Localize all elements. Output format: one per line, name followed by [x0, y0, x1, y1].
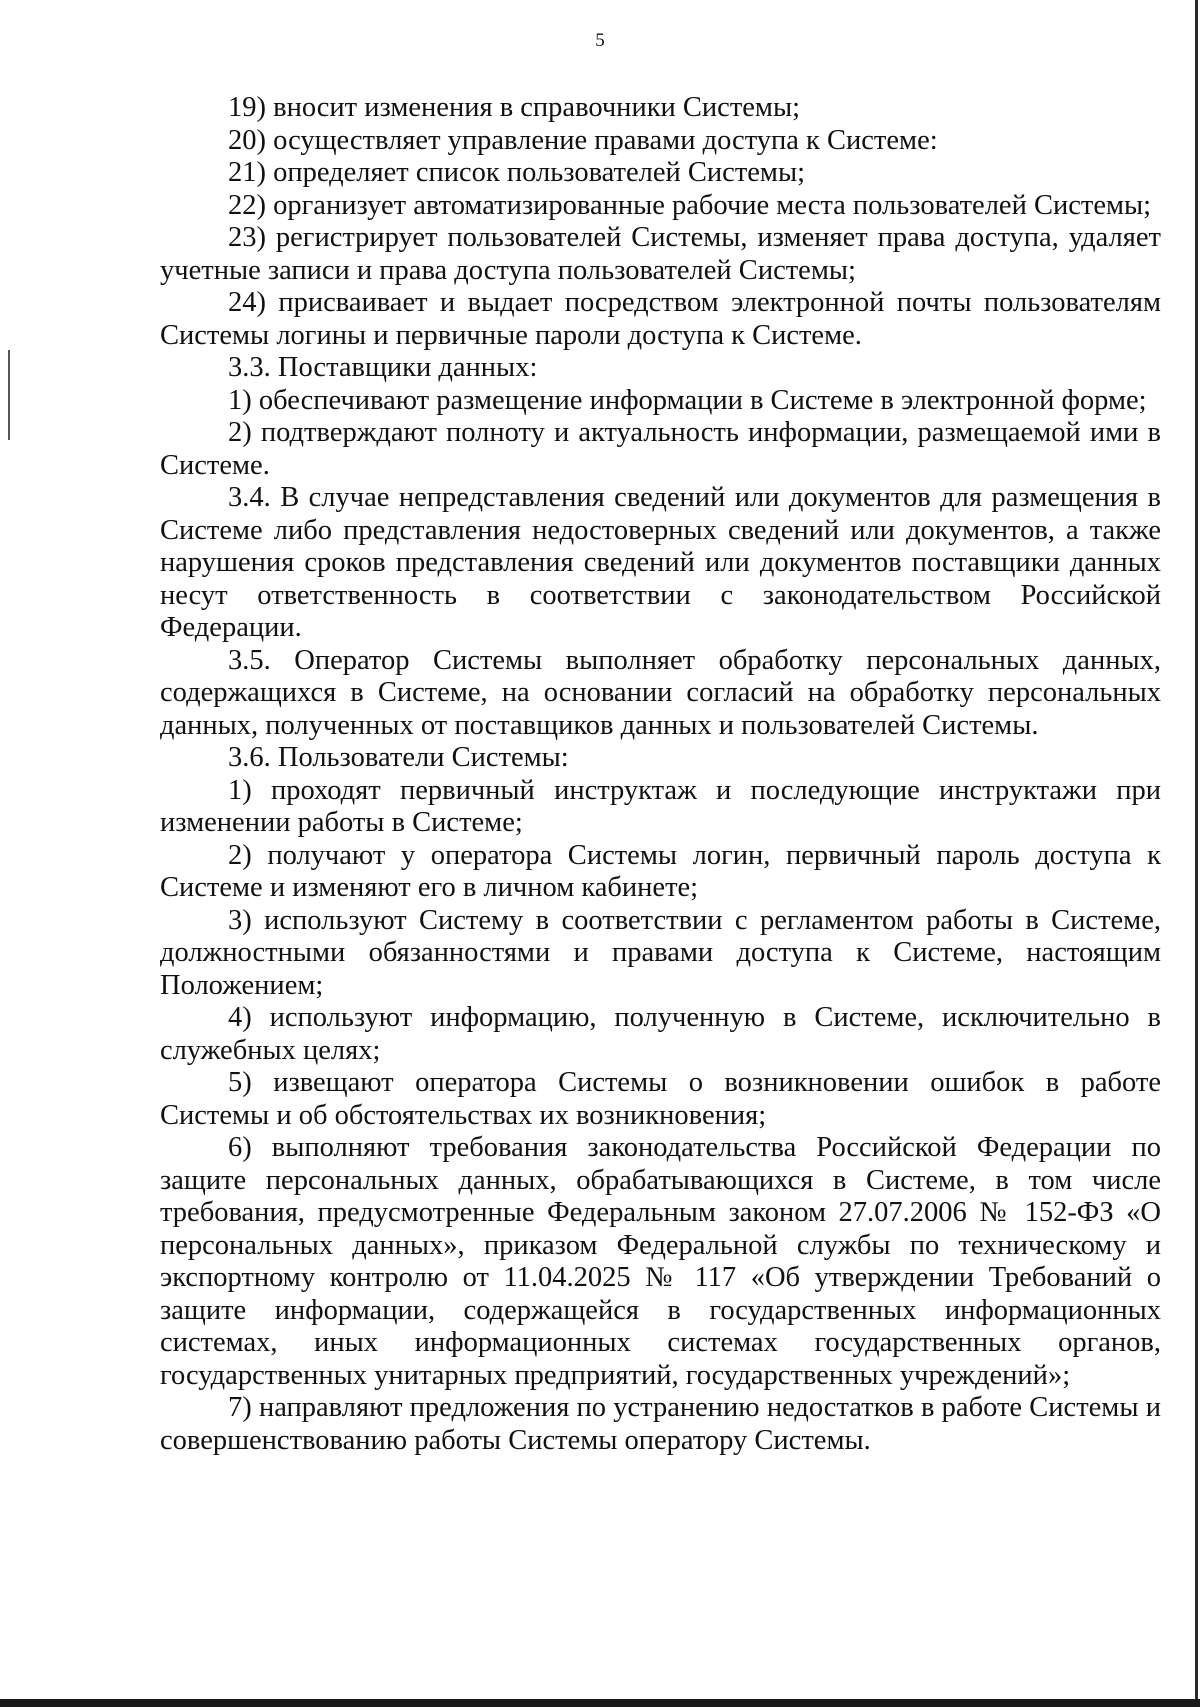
scan-right-border	[1195, 0, 1198, 1707]
scan-edge-mark	[8, 350, 10, 440]
paragraph: 3.4. В случае непредставления сведений или документов для размещения в Системе либо представления недостоверных сведений или документов, а также нарушения сроков представления сведений или документов поставщики данных несут ответственность в соответствии с законодательством Российской Федерации.	[160, 482, 1161, 643]
document-body	[160, 92, 1161, 1457]
section-heading: 3.6. Пользователи Системы:	[228, 742, 569, 773]
paragraph: 2) подтверждают полноту и актуальность информации, размещаемой ими в Системе.	[160, 417, 1161, 481]
paragraph: 23) регистрирует пользователей Системы, изменяет права доступа, удаляет учетные записи и права доступа пользователей Системы;	[160, 222, 1161, 286]
paragraph: 7) направляют предложения по устранению недостатков в работе Системы и совершенствованию работы Системы оператору Системы.	[160, 1392, 1161, 1456]
scan-bottom-border	[0, 1699, 1200, 1707]
paragraph: 20) осуществляет управление правами доступа к Системе:	[228, 124, 938, 156]
paragraph: 6) выполняют требования законодательства Российской Федерации по защите персональных данных, обрабатывающихся в Системе, в том числе требования, предусмотренные Федеральным законом 27.07.2006 № 152-ФЗ «О персональных данных», приказом Федеральной службы по техническому и экспортному контролю от 11.04.2025 № 117 «Об утверждении Требований о защите информации, содержащейся в государственных информационных системах, иных информационных системах государственных органов, государственных унитарных предприятий, государственных учреждений»;	[160, 1132, 1161, 1391]
section-heading: 3.3. Поставщики данных:	[228, 352, 538, 383]
paragraph: 22) организует автоматизированные рабочие места пользователей Системы;	[228, 189, 1152, 221]
paragraph: 21) определяет список пользователей Системы;	[228, 157, 806, 188]
paragraph: 3) используют Систему в соответствии с регламентом работы в Системе, должностными обязанностями и правами доступа к Системе, настоящим Положением;	[160, 904, 1161, 1001]
paragraph: 19) вносит изменения в справочники Системы;	[228, 92, 801, 123]
paragraph: 1) проходят первичный инструктаж и последующие инструктажи при изменении работы в Системе;	[160, 774, 1161, 838]
paragraph: 3.5. Оператор Системы выполняет обработку персональных данных, содержащихся в Системе, на основании согласий на обработку персональных данных, полученных от поставщиков данных и пользователей Системы.	[160, 644, 1161, 741]
paragraph: 2) получают у оператора Системы логин, первичный пароль доступа к Системе и изменяют его в личном кабинете;	[160, 839, 1161, 903]
paragraph: 24) присваивает и выдает посредством электронной почты пользователям Системы логины и первичные пароли доступа к Системе.	[160, 287, 1161, 351]
paragraph: 5) извещают оператора Системы о возникновении ошибок в работе Системы и об обстоятельствах их возникновения;	[160, 1067, 1161, 1131]
paragraph: 1) обеспечивают размещение информации в Системе в электронной форме;	[228, 384, 1147, 416]
paragraph: 4) используют информацию, полученную в Системе, исключительно в служебных целях;	[160, 1002, 1161, 1066]
page-number: 5	[595, 30, 605, 51]
